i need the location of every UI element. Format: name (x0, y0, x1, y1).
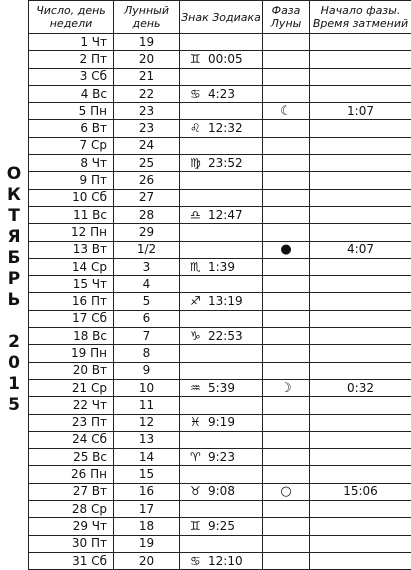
zodiac-cell (180, 155, 263, 172)
table-row (29, 449, 411, 466)
zodiac-cell (180, 120, 263, 137)
moon-phase-icon (263, 258, 310, 275)
header-lunar-day: Лунный день (114, 1, 180, 34)
moon-phase-icon (263, 293, 310, 310)
date-cell: 18 Вс (29, 328, 114, 345)
zodiac-cell (180, 206, 263, 223)
table-row (29, 241, 411, 258)
table-row (29, 466, 411, 483)
zodiac-cell (180, 518, 263, 535)
moon-phase-icon (263, 224, 310, 241)
side-letter: 5 (0, 395, 28, 415)
zodiac-sign-icon: ♑ (190, 329, 208, 344)
moon-phase-icon (263, 449, 310, 466)
lunar-day-cell: 26 (114, 172, 180, 189)
moon-phase-icon (263, 51, 310, 68)
date-cell: 24 Сб (29, 431, 114, 448)
zodiac-entry-time: 9:25 (208, 519, 235, 533)
phase-start-time (310, 414, 411, 431)
zodiac-sign-icon: ♎ (190, 208, 208, 223)
lunar-day-cell: 22 (114, 85, 180, 102)
phase-start-time (310, 189, 411, 206)
phase-start-time (310, 224, 411, 241)
date-cell: 13 Вт (29, 241, 114, 258)
zodiac-cell (180, 345, 263, 362)
lunar-day-cell: 7 (114, 328, 180, 345)
date-cell: 31 Сб (29, 552, 114, 569)
lunar-day-cell: 12 (114, 414, 180, 431)
table-row (29, 328, 411, 345)
moon-phase-icon: ☽ (263, 379, 310, 396)
table-row (29, 362, 411, 379)
table-body (29, 34, 411, 570)
zodiac-entry-time: 00:05 (208, 52, 243, 66)
table-row (29, 68, 411, 85)
date-cell: 12 Пн (29, 224, 114, 241)
zodiac-cell (180, 224, 263, 241)
lunar-day-cell: 4 (114, 276, 180, 293)
moon-phase-icon (263, 518, 310, 535)
date-cell: 25 Вс (29, 449, 114, 466)
date-cell: 4 Вс (29, 85, 114, 102)
phase-start-time: 15:06 (310, 483, 411, 500)
lunar-day-cell: 11 (114, 397, 180, 414)
side-letter: К (0, 185, 28, 205)
table-row (29, 293, 411, 310)
lunar-day-cell: 19 (114, 34, 180, 51)
phase-start-time (310, 501, 411, 518)
phase-start-time (310, 310, 411, 327)
moon-phase-icon (263, 34, 310, 51)
moon-phase-icon (263, 414, 310, 431)
phase-start-time (310, 397, 411, 414)
lunar-day-cell: 23 (114, 120, 180, 137)
zodiac-cell (180, 172, 263, 189)
moon-phase-icon (263, 328, 310, 345)
side-letter: Я (0, 227, 28, 247)
lunar-day-cell: 25 (114, 155, 180, 172)
moon-phase-icon (263, 85, 310, 102)
phase-start-time (310, 552, 411, 569)
moon-phase-icon (263, 552, 310, 569)
zodiac-sign-icon: ♉ (190, 484, 208, 499)
moon-phase-icon (263, 276, 310, 293)
lunar-day-cell: 10 (114, 379, 180, 396)
zodiac-cell (180, 293, 263, 310)
date-cell: 15 Чт (29, 276, 114, 293)
zodiac-entry-time: 4:23 (208, 87, 235, 101)
moon-phase-icon (263, 362, 310, 379)
date-cell: 19 Пн (29, 345, 114, 362)
zodiac-cell (180, 328, 263, 345)
phase-start-time (310, 68, 411, 85)
date-cell: 21 Ср (29, 379, 114, 396)
date-cell: 14 Ср (29, 258, 114, 275)
zodiac-entry-time: 1:39 (208, 260, 235, 274)
zodiac-cell (180, 362, 263, 379)
date-cell: 22 Чт (29, 397, 114, 414)
header-phase-start: Начало фазы. Время затмений (310, 1, 411, 34)
phase-start-time (310, 466, 411, 483)
date-cell: 8 Чт (29, 155, 114, 172)
moon-phase-icon (263, 155, 310, 172)
phase-start-time (310, 518, 411, 535)
date-cell: 11 Вс (29, 206, 114, 223)
table-row (29, 518, 411, 535)
lunar-day-cell: 3 (114, 258, 180, 275)
zodiac-cell (180, 431, 263, 448)
table-row (29, 120, 411, 137)
zodiac-entry-time: 9:08 (208, 484, 235, 498)
lunar-day-cell: 24 (114, 137, 180, 154)
moon-phase-icon (263, 310, 310, 327)
date-cell: 30 Пт (29, 535, 114, 552)
lunar-day-cell: 16 (114, 483, 180, 500)
zodiac-sign-icon: ♍ (190, 156, 208, 171)
date-cell: 6 Вт (29, 120, 114, 137)
moon-phase-icon: ● (263, 241, 310, 258)
phase-start-time: 1:07 (310, 103, 411, 120)
zodiac-cell (180, 103, 263, 120)
zodiac-cell (180, 189, 263, 206)
moon-phase-icon (263, 345, 310, 362)
zodiac-cell (180, 483, 263, 500)
moon-phase-icon (263, 172, 310, 189)
moon-phase-icon (263, 68, 310, 85)
side-month-year-label (0, 0, 28, 565)
zodiac-cell (180, 501, 263, 518)
lunar-day-cell: 20 (114, 552, 180, 569)
header-moon-phase: Фаза Луны (263, 1, 310, 34)
moon-phase-icon: ☾ (263, 103, 310, 120)
table-row (29, 397, 411, 414)
lunar-day-cell: 18 (114, 518, 180, 535)
zodiac-sign-icon: ♈ (190, 450, 208, 465)
zodiac-cell (180, 276, 263, 293)
phase-start-time (310, 345, 411, 362)
zodiac-entry-time: 12:47 (208, 208, 243, 222)
side-letter: Р (0, 269, 28, 289)
phase-start-time (310, 258, 411, 275)
table-row (29, 189, 411, 206)
lunar-day-cell: 23 (114, 103, 180, 120)
table-row (29, 34, 411, 51)
moon-phase-icon (263, 120, 310, 137)
table-row (29, 535, 411, 552)
zodiac-entry-time: 22:53 (208, 329, 243, 343)
zodiac-cell (180, 535, 263, 552)
zodiac-entry-time: 23:52 (208, 156, 243, 170)
lunar-day-cell: 27 (114, 189, 180, 206)
zodiac-cell (180, 414, 263, 431)
lunar-day-cell: 1/2 (114, 241, 180, 258)
side-letter: Т (0, 206, 28, 226)
phase-start-time (310, 120, 411, 137)
phase-start-time (310, 362, 411, 379)
table-row (29, 310, 411, 327)
date-cell: 17 Сб (29, 310, 114, 327)
lunar-day-cell: 5 (114, 293, 180, 310)
zodiac-entry-time: 9:19 (208, 415, 235, 429)
phase-start-time: 4:07 (310, 241, 411, 258)
table-row (29, 172, 411, 189)
phase-start-time (310, 206, 411, 223)
moon-phase-icon (263, 206, 310, 223)
zodiac-sign-icon: ♊ (190, 52, 208, 67)
moon-phase-icon (263, 466, 310, 483)
header-zodiac-sign: Знак Зодиака (180, 1, 263, 34)
lunar-day-cell: 21 (114, 68, 180, 85)
table-row (29, 552, 411, 569)
date-cell: 1 Чт (29, 34, 114, 51)
date-cell: 27 Вт (29, 483, 114, 500)
table-row (29, 85, 411, 102)
zodiac-cell (180, 310, 263, 327)
table-row (29, 206, 411, 223)
table-row (29, 137, 411, 154)
phase-start-time (310, 172, 411, 189)
moon-phase-icon (263, 189, 310, 206)
side-letter: Ь (0, 290, 28, 310)
header-row (29, 1, 411, 34)
lunar-day-cell: 20 (114, 51, 180, 68)
side-letter: О (0, 164, 28, 184)
table-row (29, 224, 411, 241)
date-cell: 29 Чт (29, 518, 114, 535)
moon-phase-icon: ○ (263, 483, 310, 500)
moon-phase-icon (263, 397, 310, 414)
zodiac-sign-icon: ♒ (190, 381, 208, 396)
side-letter: Б (0, 248, 28, 268)
zodiac-sign-icon: ♊ (190, 519, 208, 534)
zodiac-cell (180, 241, 263, 258)
date-cell: 2 Пт (29, 51, 114, 68)
phase-start-time (310, 431, 411, 448)
lunar-day-cell: 8 (114, 345, 180, 362)
lunar-day-cell: 17 (114, 501, 180, 518)
zodiac-sign-icon: ♋ (190, 87, 208, 102)
table-row (29, 414, 411, 431)
zodiac-cell (180, 34, 263, 51)
table-row (29, 103, 411, 120)
lunar-day-cell: 13 (114, 431, 180, 448)
zodiac-sign-icon: ♋ (190, 554, 208, 569)
zodiac-cell (180, 449, 263, 466)
zodiac-sign-icon: ♓ (190, 415, 208, 430)
zodiac-entry-time: 13:19 (208, 294, 243, 308)
date-cell: 9 Пт (29, 172, 114, 189)
zodiac-cell (180, 552, 263, 569)
lunar-day-cell: 14 (114, 449, 180, 466)
phase-start-time (310, 328, 411, 345)
phase-start-time (310, 34, 411, 51)
zodiac-cell (180, 466, 263, 483)
zodiac-cell (180, 51, 263, 68)
date-cell: 26 Пн (29, 466, 114, 483)
date-cell: 16 Пт (29, 293, 114, 310)
lunar-day-cell: 28 (114, 206, 180, 223)
phase-start-time (310, 137, 411, 154)
phase-start-time (310, 449, 411, 466)
zodiac-cell (180, 397, 263, 414)
date-cell: 23 Пт (29, 414, 114, 431)
table-row (29, 431, 411, 448)
lunar-calendar-table (28, 0, 411, 570)
zodiac-entry-time: 12:32 (208, 121, 243, 135)
table-row (29, 345, 411, 362)
table-row (29, 276, 411, 293)
date-cell: 5 Пн (29, 103, 114, 120)
zodiac-cell (180, 68, 263, 85)
zodiac-entry-time: 12:10 (208, 554, 243, 568)
header-date: Число, день недели (29, 1, 114, 34)
date-cell: 28 Ср (29, 501, 114, 518)
zodiac-cell (180, 258, 263, 275)
phase-start-time (310, 85, 411, 102)
table-row (29, 51, 411, 68)
lunar-day-cell: 15 (114, 466, 180, 483)
table-row (29, 483, 411, 500)
zodiac-sign-icon: ♏ (190, 260, 208, 275)
zodiac-entry-time: 5:39 (208, 381, 235, 395)
phase-start-time (310, 51, 411, 68)
phase-start-time (310, 293, 411, 310)
table-row (29, 379, 411, 396)
zodiac-cell (180, 137, 263, 154)
table-row (29, 501, 411, 518)
table-row (29, 155, 411, 172)
zodiac-sign-icon: ♐ (190, 294, 208, 309)
lunar-day-cell: 6 (114, 310, 180, 327)
side-letter: 0 (0, 353, 28, 373)
zodiac-cell (180, 379, 263, 396)
lunar-day-cell: 9 (114, 362, 180, 379)
lunar-day-cell: 19 (114, 535, 180, 552)
phase-start-time (310, 535, 411, 552)
moon-phase-icon (263, 431, 310, 448)
lunar-day-cell: 29 (114, 224, 180, 241)
side-letter: 1 (0, 374, 28, 394)
date-cell: 20 Вт (29, 362, 114, 379)
date-cell: 7 Ср (29, 137, 114, 154)
date-cell: 3 Сб (29, 68, 114, 85)
zodiac-sign-icon: ♌ (190, 121, 208, 136)
moon-phase-icon (263, 535, 310, 552)
phase-start-time (310, 155, 411, 172)
phase-start-time (310, 276, 411, 293)
zodiac-entry-time: 9:23 (208, 450, 235, 464)
date-cell: 10 Сб (29, 189, 114, 206)
zodiac-cell (180, 85, 263, 102)
moon-phase-icon (263, 501, 310, 518)
phase-start-time: 0:32 (310, 379, 411, 396)
table-row (29, 258, 411, 275)
moon-phase-icon (263, 137, 310, 154)
side-letter: 2 (0, 332, 28, 352)
